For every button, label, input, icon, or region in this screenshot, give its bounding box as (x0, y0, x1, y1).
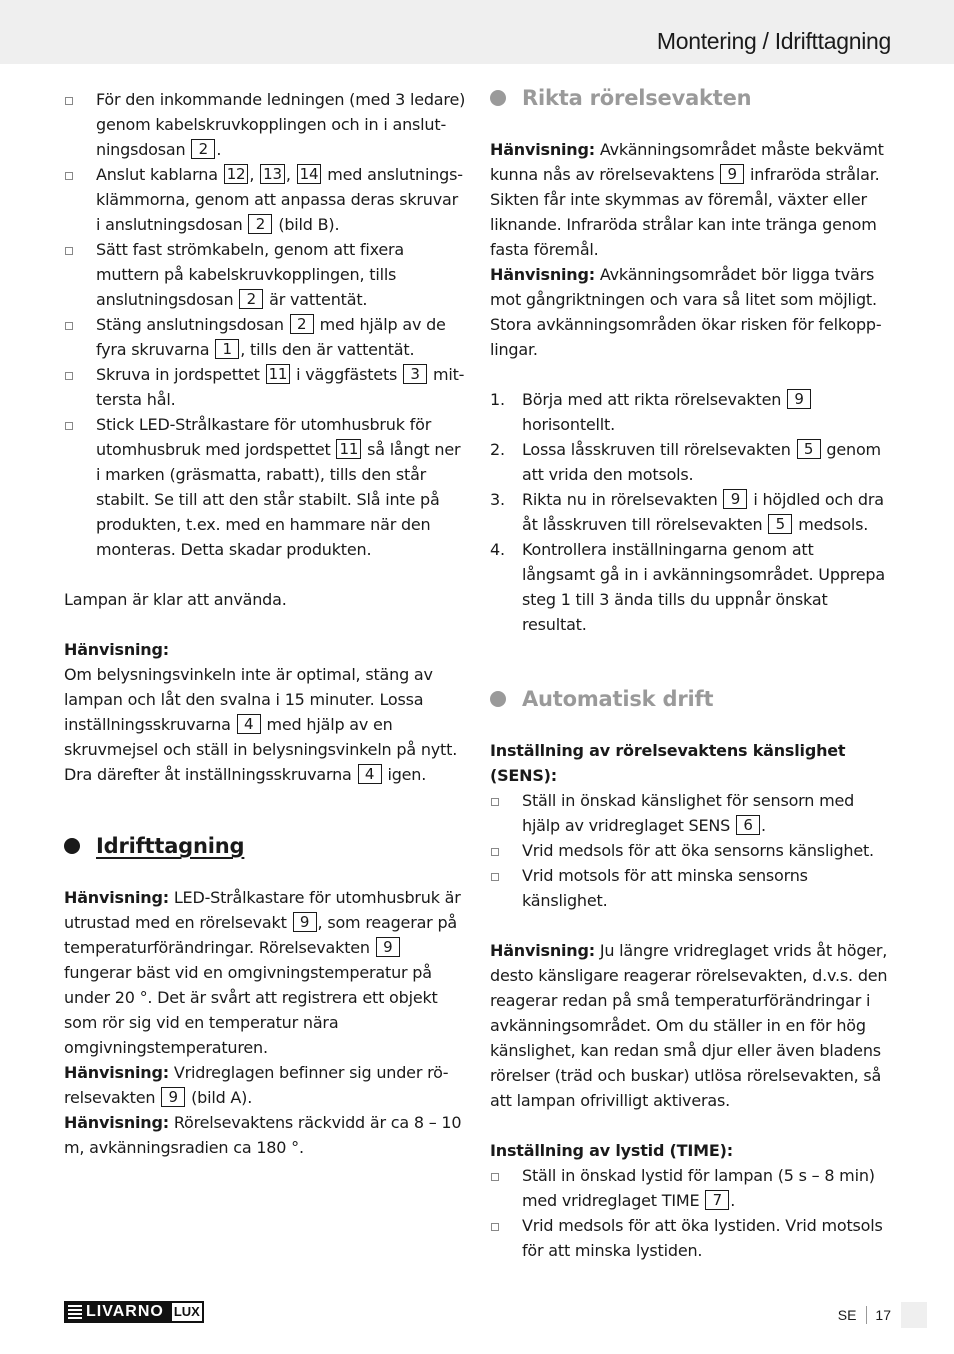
part-ref: 11 (266, 364, 291, 384)
part-ref: 13 (260, 164, 285, 184)
step-item: 4. Kontrollera inställningarna genom att långsamt gå in i avkänningsområdet. Upprepa steg 1 till 3 ända tills du uppnår önskat resultat. (490, 540, 885, 634)
part-ref: 7 (705, 1190, 729, 1210)
checkbox-bullet-icon (491, 873, 499, 881)
part-ref: 9 (723, 489, 747, 509)
list-item: Vrid medsols för att öka sensorns känslighet. (490, 838, 890, 863)
note-text: Om belysningsvinkeln inte är optimal, stäng av lampan och låt den svalna i 15 minuter. Lossa inställningsskruvarna 4 med hjälp av en skruvmejsel och ställ in belysningsvinkeln på nytt. Dra därefter åt inställningsskruvarna 4 igen. (64, 665, 458, 784)
list-item: Sätt fast strömkabeln, genom att fixera muttern på kabelskruvkopplingen, tills anslutningsdosan 2 är vattentät. (64, 237, 466, 312)
list-item: Stick LED-Strålkastare för utomhusbruk för utomhusbruk med jordspettet 11 så långt ner i marken (gräsmatta, rabatt), tills den står stabilt. Se till att den står stabilt. Slå inte på produkten, t.ex. med en hammare när den monteras. Detta skadar produkten. (64, 412, 466, 562)
note-label: Hänvisning: (64, 640, 169, 659)
section-heading-automatisk-drift: Automatisk drift (490, 685, 890, 713)
part-ref: 1 (215, 339, 239, 359)
left-column (64, 87, 466, 1160)
list-item: Ställ in önskad känslighet för sensorn med hjälp av vridreglaget SENS 6 . (490, 788, 890, 838)
subheading-sens: Inställning av rörelsevaktens känslighet (SENS): (490, 741, 846, 785)
note-paragraph: Hänvisning: LED-Strålkastare för utomhusbruk är utrustad med en rörelsevakt 9 , som reagerar på temperaturförändringar. Rörelsevakten 9 fungerar bäst vid en omgivningstemperatur på under 20 °. Det är svårt att registrera ett objekt som rör sig vid en temperatur nära omgivningstemperaturen. (64, 888, 461, 1057)
language-code: SE (837, 1307, 857, 1323)
part-ref: 4 (237, 714, 261, 734)
checkbox-bullet-icon (65, 172, 73, 180)
ready-text: Lampan är klar att använda. (64, 590, 287, 609)
checkbox-bullet-icon (65, 372, 73, 380)
step-item: 1. Börja med att rikta rörelsevakten 9 horisontellt. (490, 387, 890, 437)
part-ref: 9 (787, 389, 811, 409)
note-paragraph: Hänvisning: Ju längre vridreglaget vrids åt höger, desto känsligare reagerar rörelsevakten, d.v.s. den reagerar redan på små temperaturförändringar i avkänningsområdet. Om du ställer in en för hög känslighet, kan redan små djur eller även bladens rörelser (träd och buskar) utlösa rörelsevakten, så att lampan ofrivilligt aktiveras. (490, 941, 888, 1110)
part-ref: 9 (293, 912, 317, 932)
brand-logo: LIVARNO LUX (64, 1301, 204, 1323)
part-ref: 2 (191, 139, 215, 159)
bullet-dot-icon (64, 838, 80, 854)
checkbox-bullet-icon (491, 1173, 499, 1181)
checkbox-bullet-icon (491, 848, 499, 856)
list-item: Ställ in önskad lystid för lampan (5 s – 8 min) med vridreglaget TIME 7 . (490, 1163, 890, 1213)
right-column (490, 84, 890, 1263)
part-ref: 5 (768, 514, 792, 534)
page-header-title: Montering / Idrifttagning (656, 28, 891, 54)
footer-tab (901, 1302, 927, 1328)
checkbox-bullet-icon (65, 247, 73, 255)
list-item: Anslut kablarna 12 , 13 , 14 med anslutningsklämmorna, genom att anpassa deras skruvar i anslutningsdosan 2 (bild B). (64, 162, 466, 237)
section-heading-idrifttagning: Idrifttagning (64, 832, 466, 860)
list-item: Skruva in jordspettet 11 i väggfästets 3 mittersta hål. (64, 362, 466, 412)
list-item: För den inkommande ledningen (med 3 ledare) genom kabelskruvkopplingen och in i anslutningsdosan 2 . (64, 87, 466, 162)
part-ref: 9 (376, 937, 400, 957)
logo-stripes-icon (68, 1305, 82, 1319)
checkbox-bullet-icon (65, 422, 73, 430)
list-item: Stäng anslutningsdosan 2 med hjälp av de fyra skruvarna 1 , tills den är vattentät. (64, 312, 466, 362)
part-ref: 5 (797, 439, 821, 459)
note-paragraph: Hänvisning: Vridreglagen befinner sig under rörelsevakten 9 (bild A). (64, 1063, 449, 1107)
checkbox-bullet-icon (491, 1223, 499, 1231)
bullet-dot-icon (490, 90, 506, 106)
part-ref: 9 (720, 164, 744, 184)
list-item: Vrid motsols för att minska sensorns känslighet. (490, 863, 890, 913)
bullet-dot-icon (490, 691, 506, 707)
part-ref: 6 (736, 815, 760, 835)
part-ref: 4 (358, 764, 382, 784)
page-footer (838, 1302, 927, 1328)
part-ref: 11 (336, 439, 361, 459)
part-ref: 3 (403, 364, 427, 384)
checkbox-bullet-icon (491, 798, 499, 806)
part-ref: 12 (224, 164, 249, 184)
step-item: 3. Rikta nu in rörelsevakten 9 i höjdled och dra åt låsskruven till rörelsevakten 5 medsols. (490, 490, 884, 534)
part-ref: 2 (248, 214, 272, 234)
part-ref: 14 (297, 164, 322, 184)
checkbox-bullet-icon (65, 97, 73, 105)
step-item: 2. Lossa låsskruven till rörelsevakten 5 genom att vrida den motsols. (490, 440, 881, 484)
list-item: Vrid medsols för att öka lystiden. Vrid motsols för att minska lystiden. (490, 1213, 890, 1263)
part-ref: 9 (161, 1087, 185, 1107)
note-paragraph: Hänvisning: Rörelsevaktens räckvidd är ca 8 – 10 m, avkänningsradien ca 180 °. (64, 1113, 462, 1157)
section-heading-rikta: Rikta rörelsevakten (490, 84, 890, 112)
footer-divider (866, 1306, 867, 1324)
checkbox-bullet-icon (65, 322, 73, 330)
note-paragraph: Hänvisning: Avkänningsområdet måste bekvämt kunna nås av rörelsevaktens 9 infraröda strålar. Sikten får inte skymmas av föremål, växter eller liknande. Infraröda strålar kan inte tränga genom fasta föremål. (490, 140, 884, 259)
page-number: 17 (875, 1307, 891, 1323)
note-paragraph: Hänvisning: Avkänningsområdet bör ligga tvärs mot gångriktningen och vara så litet som möjligt. Stora avkänningsområden ökar risken för felkopplingar. (490, 265, 882, 359)
subheading-time: Inställning av lystid (TIME): (490, 1141, 733, 1160)
part-ref: 2 (290, 314, 314, 334)
part-ref: 2 (239, 289, 263, 309)
